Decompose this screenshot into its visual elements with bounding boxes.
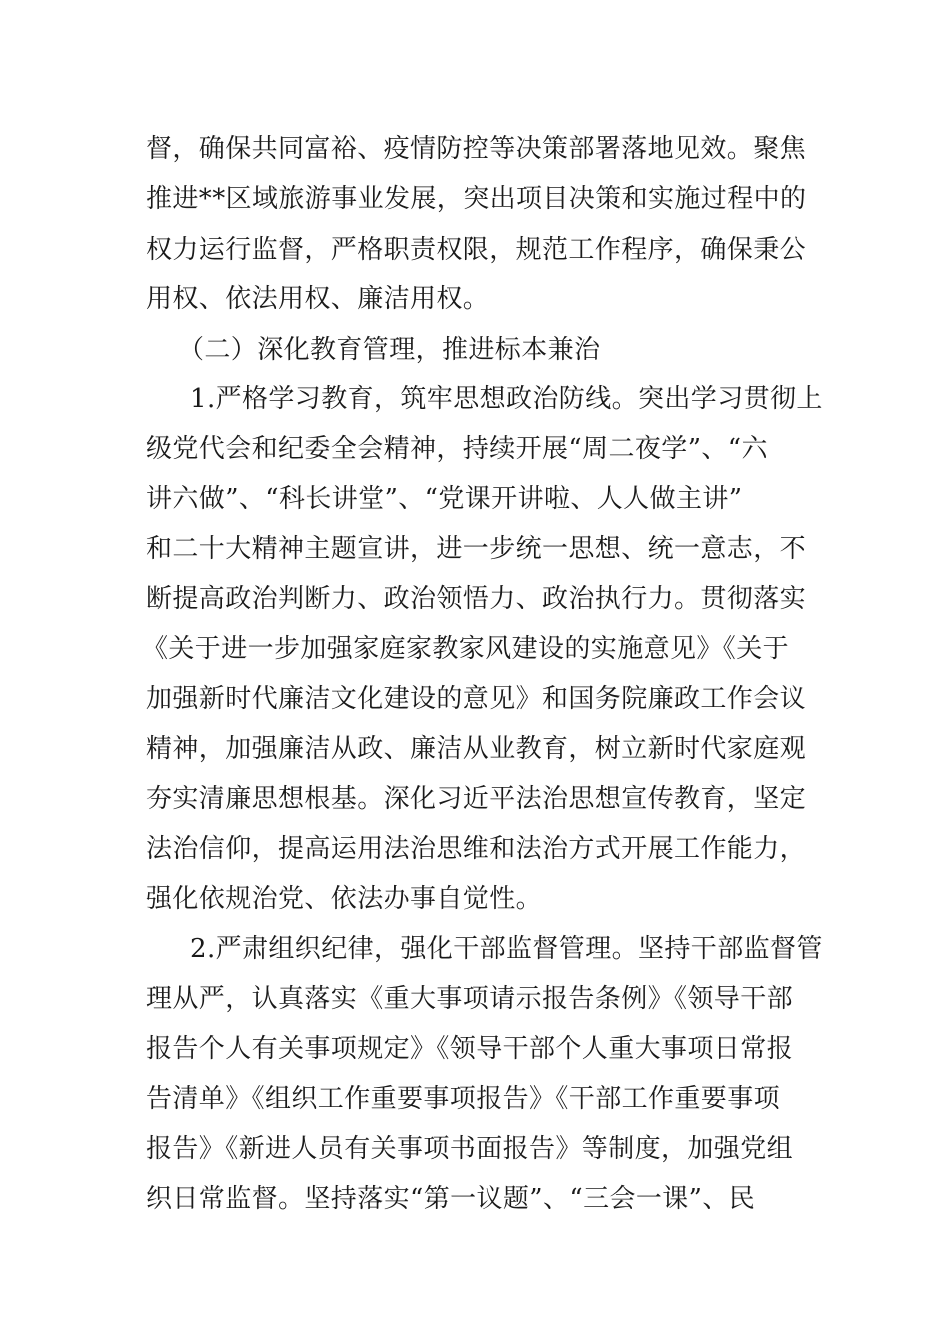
paragraph-line: 理从严，认真落实《重大事项请示报告条例》《领导干部 bbox=[146, 984, 794, 1014]
paragraph-line: 2.严肃组织纪律，强化干部监督管理。坚持干部监督管 bbox=[190, 934, 823, 964]
paragraph-line: 精神，加强廉洁从政、廉洁从业教育，树立新时代家庭观 bbox=[146, 734, 807, 764]
paragraph-line: 织日常监督。坚持落实“第一议题”、“三会一课”、民 bbox=[146, 1184, 756, 1214]
paragraph-line: 讲六做”、“科长讲堂”、“党课开讲啦、人人做主讲” bbox=[146, 484, 743, 514]
paragraph-line: 加强新时代廉洁文化建设的意见》和国务院廉政工作会议 bbox=[146, 684, 807, 714]
paragraph-line: 推进**区域旅游事业发展，突出项目决策和实施过程中的 bbox=[146, 184, 807, 214]
paragraph-line: 法治信仰，提高运用法治思维和法治方式开展工作能力， bbox=[146, 834, 807, 864]
paragraph-line: 督，确保共同富裕、疫情防控等决策部署落地见效。聚焦 bbox=[146, 134, 807, 164]
paragraph-line: 报告》《新进人员有关事项书面报告》等制度，加强党组 bbox=[146, 1134, 794, 1164]
section-heading: （二）深化教育管理，推进标本兼治 bbox=[178, 335, 601, 365]
paragraph-line: 夯实清廉思想根基。深化习近平法治思想宣传教育，坚定 bbox=[146, 784, 807, 814]
paragraph-line: 1.严格学习教育，筑牢思想政治防线。突出学习贯彻上 bbox=[190, 384, 823, 414]
paragraph-line: 告清单》《组织工作重要事项报告》《干部工作重要事项 bbox=[146, 1084, 781, 1114]
paragraph-line: 级党代会和纪委全会精神，持续开展“周二夜学”、“六 bbox=[146, 434, 768, 464]
paragraph-line: 断提高政治判断力、政治领悟力、政治执行力。贯彻落实 bbox=[146, 584, 807, 614]
paragraph-line: 用权、依法用权、廉洁用权。 bbox=[146, 284, 490, 314]
paragraph-line: 报告个人有关事项规定》《领导干部个人重大事项日常报 bbox=[146, 1034, 794, 1064]
paragraph-line: 《关于进一步加强家庭家教家风建设的实施意见》《关于 bbox=[142, 634, 790, 664]
paragraph-line: 权力运行监督，严格职责权限，规范工作程序，确保秉公 bbox=[146, 235, 807, 265]
paragraph-line: 强化依规治党、依法办事自觉性。 bbox=[146, 884, 543, 914]
paragraph-line: 和二十大精神主题宣讲，进一步统一思想、统一意志，不 bbox=[146, 534, 807, 564]
